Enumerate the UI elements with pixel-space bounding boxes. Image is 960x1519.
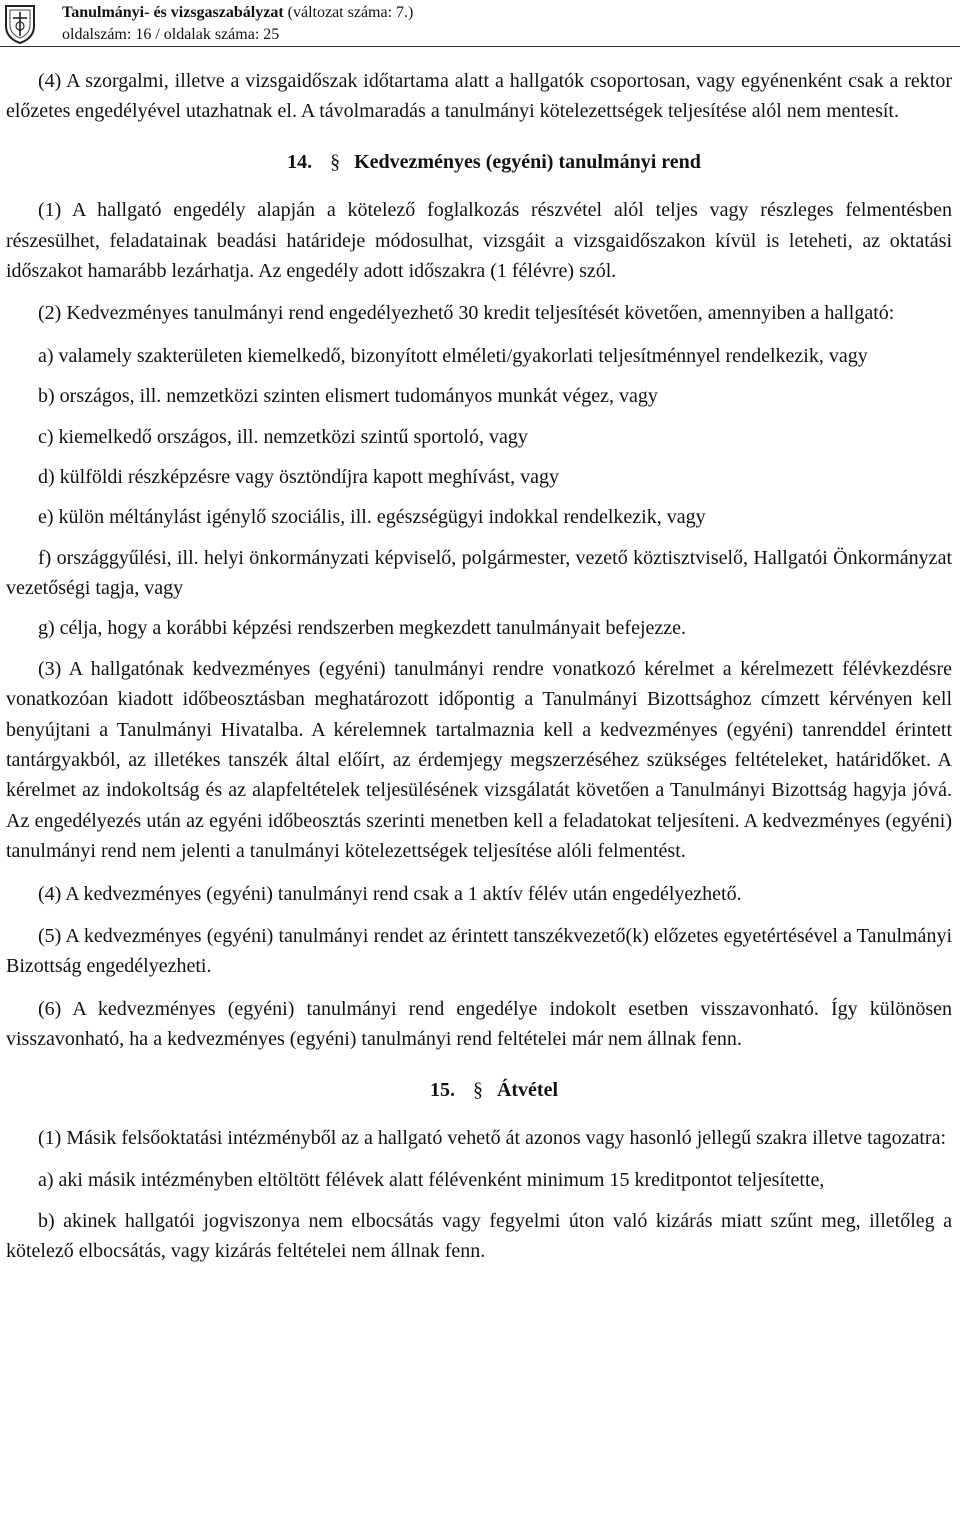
section-number: 15.: [429, 1078, 455, 1101]
section-symbol: §: [472, 1078, 483, 1101]
section-symbol: §: [330, 150, 341, 173]
list-item: b) akinek hallgatói jogviszonya nem elbocsátás vagy fegyelmi úton való kizárás miatt szűnt meg, illetőleg a kötelező elbocsátás, vagy kizárás feltételei nem állnak fenn.: [6, 1209, 952, 1263]
header-divider: [0, 46, 960, 47]
section-number: 14.: [287, 150, 313, 173]
list-item: a) valamely szakterületen kiemelkedő, bizonyított elméleti/gyakorlati teljesítménnyel rendelkezik, vagy: [38, 344, 868, 367]
paragraph-4-travel: (4) A szorgalmi, illetve a vizsgaidőszak időtartama alatt a hallgatók csoportosan, vagy egyénenként csak a rektor előzetes engedélyével utazhatnak el. A távolmaradás a tanulmányi kötelezettségek teljesítése alól nem mentesít.: [6, 70, 952, 123]
list-item: g) célja, hogy a korábbi képzési rendszerben megkezdett tanulmányait befejezze.: [38, 617, 687, 640]
page-header: [0, 2, 960, 46]
section-14-heading: [6, 147, 952, 177]
list-item: b) országos, ill. nemzetközi szinten elismert tudományos munkát végez, vagy: [38, 385, 658, 408]
university-logo-icon: [2, 4, 38, 44]
page-info: oldalszám: 16 / oldalak száma: 25: [62, 26, 280, 43]
section-14-paragraph-2: (2) Kedvezményes tanulmányi rend engedélyezhető 30 kredit teljesítését követően, amennyiben a hallgató:: [38, 302, 895, 325]
section-14-paragraph-1: (1) A hallgató engedély alapján a kötelező foglalkozás részvétel alól teljes vagy részleges felmentésben részesülhet, feladatainak beadási határideje módosulhat, vizsgáit a vizsgaidőszakon kívül is leteheti, az oktatási időszakot hamarább lezárhatja. Az engedély adott időszakra (1 félévre) szól.: [6, 199, 952, 282]
section-15-paragraph-1: (1) Másik felsőoktatási intézményből az a hallgató vehető át azonos vagy hasonló jellegű szakra illetve tagozatra:: [38, 1126, 947, 1149]
list-item: a) aki másik intézményben eltöltött félévek alatt félévenként minimum 15 kreditpontot teljesítette,: [38, 1169, 825, 1192]
section-title: Átvétel: [496, 1078, 559, 1101]
document-variant: (változat száma: 7.): [283, 4, 414, 21]
list-item: c) kiemelkedő országos, ill. nemzetközi szintű sportoló, vagy: [38, 425, 528, 448]
list-item: d) külföldi részképzésre vagy ösztöndíjra kapott meghívást, vagy: [38, 465, 559, 488]
section-14-paragraph-5: (5) A kedvezményes (egyéni) tanulmányi rendet az érintett tanszékvezető(k) előzetes egyetértésével a Tanulmányi Bizottság engedélyezheti.: [6, 924, 952, 978]
header-text: [62, 2, 413, 46]
list-item: f) országgyűlési, ill. helyi önkormányzati képviselő, polgármester, vezető köztisztviselő, Hallgatói Önkormányzat vezetőségi tagja, vagy: [6, 546, 952, 600]
section-title: Kedvezményes (egyéni) tanulmányi rend: [354, 150, 701, 173]
section-14-paragraph-6: (6) A kedvezményes (egyéni) tanulmányi rend engedélye indokolt esetben visszavonható. Így különösen visszavonható, ha a kedvezményes (egyéni) tanulmányi rend feltételei már nem állnak fenn.: [6, 997, 952, 1051]
list-item: e) külön méltánylást igénylő szociális, ill. egészségügyi indokkal rendelkezik, vagy: [38, 506, 706, 529]
document-body: [6, 66, 952, 1277]
document-title: Tanulmányi- és vizsgaszabályzat: [62, 4, 284, 21]
section-14-paragraph-3: (3) A hallgatónak kedvezményes (egyéni) tanulmányi rendre vonatkozó kérelmet a kérelmezett félévkezdésre vonatkozóan kiadott időbeosztásban meghatározott időpontig a Tanulmányi Bizottsághoz címzett kérvényen kell benyújtani a Tanulmányi Hivatalba. A kérelemnek tartalmaznia kell a kedvezményes (egyéni) tanrenddel érintett tantárgyakból, az illetékes tanszék által előírt, az érdemjegy megszerzéséhez szükséges feltételeket, határidőket. A kérelmet az indokoltság és az alapfeltételek teljesülésének vizsgálatát követően a Tanulmányi Bizottság hagyja jóvá. Az engedélyezés után az egyéni időbeosztás szerinti menetben kell a feladatokat teljesíteni. A kedvezményes (egyéni) tanulmányi rend nem jelenti a tanulmányi kötelezettségek teljesítése alóli felmentést.: [6, 657, 952, 863]
section-14-paragraph-4: (4) A kedvezményes (egyéni) tanulmányi rend csak a 1 aktív félév után engedélyezhető.: [38, 882, 742, 905]
section-15-heading: [6, 1075, 952, 1105]
